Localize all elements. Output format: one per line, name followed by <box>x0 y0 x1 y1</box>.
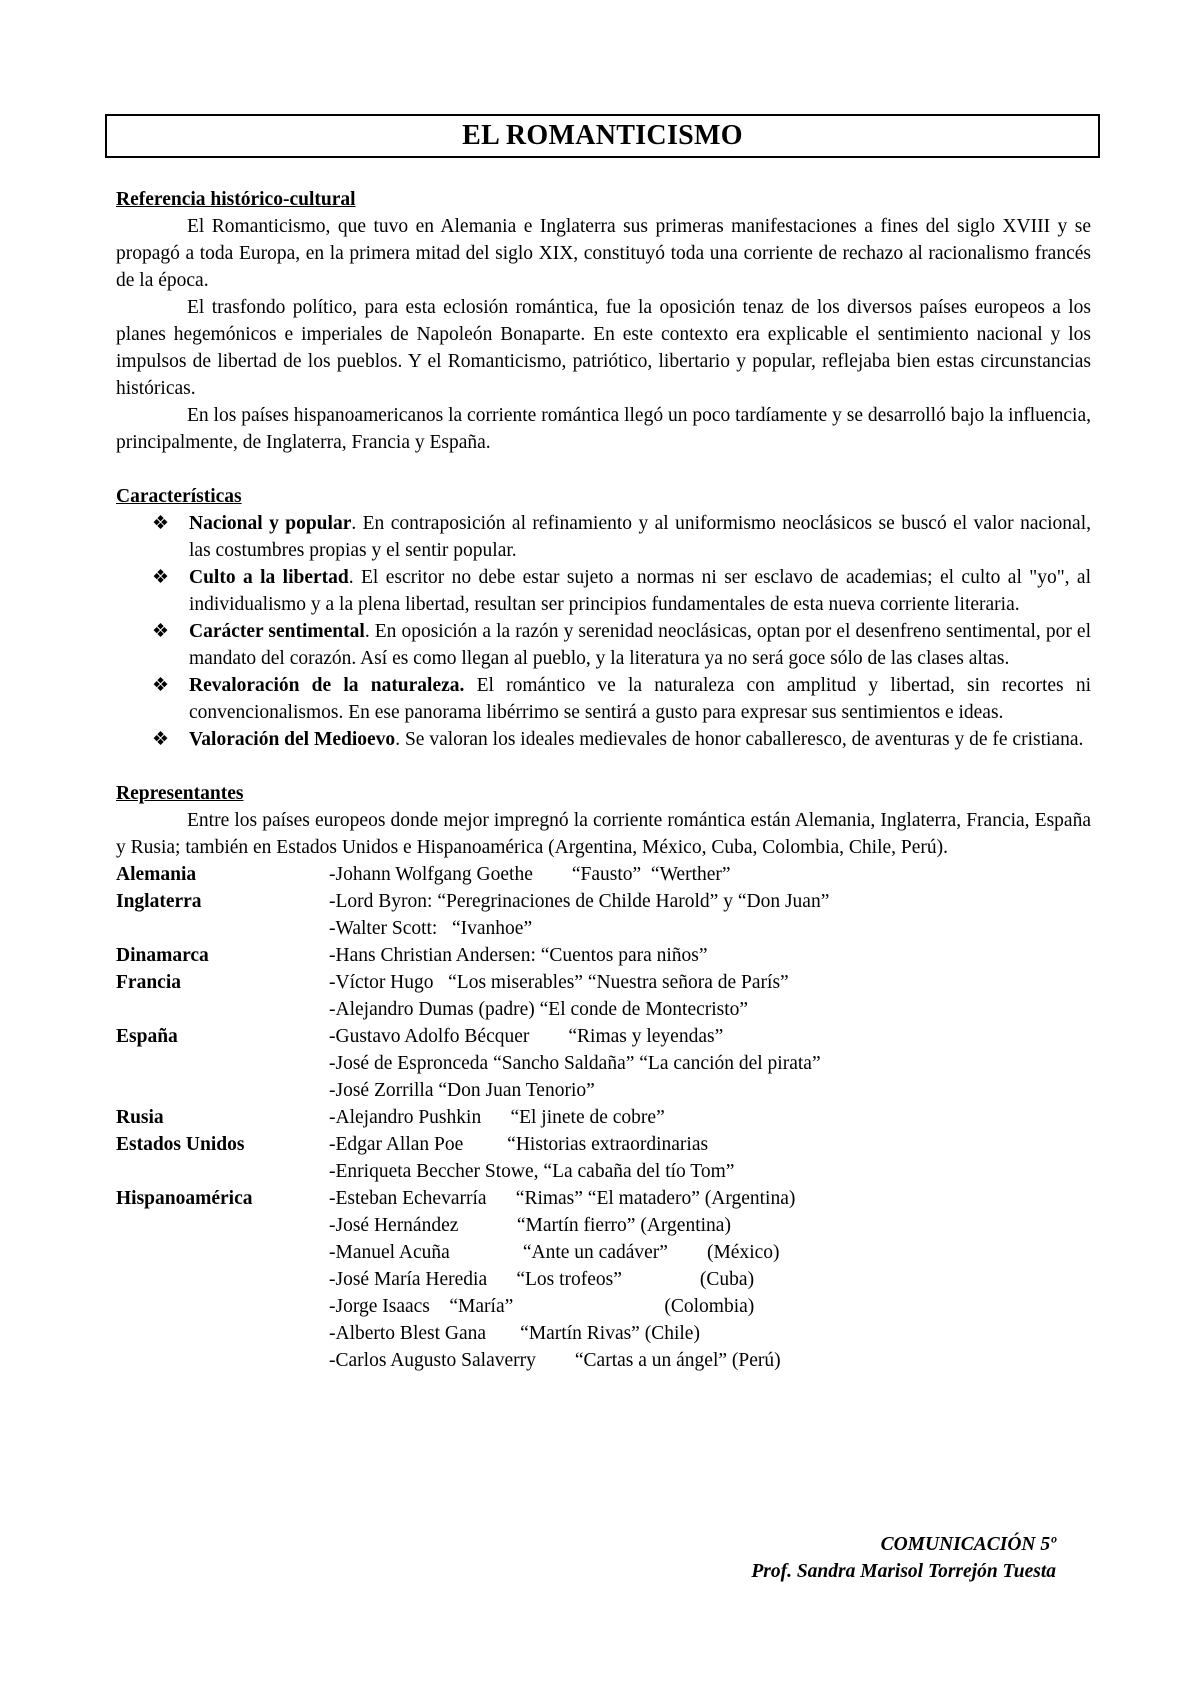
country-label <box>116 1293 329 1320</box>
table-row <box>116 969 1091 996</box>
country-label <box>116 1239 329 1266</box>
author-works: -Johann Wolfgang Goethe “Fausto” “Werther” <box>329 864 731 885</box>
country-label <box>116 1347 329 1374</box>
list-item-term: Revaloración de la naturaleza. <box>189 675 465 696</box>
representantes-intro: Entre los países europeos donde mejor impregnó la corriente romántica están Alemania, Inglaterra, Francia, España y Rusia; también en Estados Unidos e Hispanoamérica (Argentina, México, Cuba, Colombia, Chile, Perú). <box>116 810 1091 858</box>
table-row <box>116 1050 1091 1077</box>
author-works: -Alejandro Dumas (padre) “El conde de Montecristo” <box>329 999 749 1020</box>
list-item-text: . El escritor no debe estar sujeto a normas ni ser esclavo de academias; el culto al "yo", al individualismo y a la plena libertad, resultan ser principios fundamentales de esta nueva corriente literaria. <box>189 567 1091 615</box>
table-row <box>116 996 1091 1023</box>
author-works: -Esteban Echevarría “Rimas” “El matadero” (Argentina) <box>329 1188 796 1209</box>
list-item <box>116 510 1091 564</box>
table-row <box>116 1320 1091 1347</box>
list-item-term: Culto a la libertad <box>189 567 349 588</box>
author-works: -Carlos Augusto Salaverry “Cartas a un ángel” (Perú) <box>329 1350 781 1371</box>
course-label: COMUNICACIÓN 5º <box>880 1534 1056 1555</box>
list-item <box>116 618 1091 672</box>
country-label <box>116 915 329 942</box>
country-label: Dinamarca <box>116 945 209 966</box>
list-item-text: . En oposición a la razón y serenidad neoclásicas, optan por el desenfreno sentimental, por el mandato del corazón. Así es como llegan al pueblo, y la literatura ya no será goce sólo de las clases altas. <box>189 621 1091 669</box>
author-works: -Hans Christian Andersen: “Cuentos para niños” <box>329 945 708 966</box>
table-row <box>116 1212 1091 1239</box>
author-works: -Walter Scott: “Ivanhoe” <box>329 918 533 939</box>
country-label <box>116 996 329 1023</box>
document-body <box>116 186 1091 1374</box>
author-works: -Jorge Isaacs “María” (Colombia) <box>329 1296 755 1317</box>
author-works: -José Zorrilla “Don Juan Tenorio” <box>329 1080 595 1101</box>
caracteristicas-list <box>116 510 1091 753</box>
list-item-term: Carácter sentimental <box>189 621 365 642</box>
table-row <box>116 861 1091 888</box>
author-works: -José Hernández “Martín fierro” (Argentina) <box>329 1215 731 1236</box>
author-works: -Víctor Hugo “Los miserables” “Nuestra señora de París” <box>329 972 789 993</box>
author-works: -Alejandro Pushkin “El jinete de cobre” <box>329 1107 665 1128</box>
spacer <box>116 456 1091 483</box>
table-row <box>116 1023 1091 1050</box>
author-works: -Lord Byron: “Peregrinaciones de Childe Harold” y “Don Juan” <box>329 891 830 912</box>
country-label: Hispanoamérica <box>116 1188 253 1209</box>
heading-caracteristicas: Características <box>116 486 242 507</box>
country-label: Alemania <box>116 864 197 885</box>
table-row <box>116 1239 1091 1266</box>
country-label <box>116 1158 329 1185</box>
signature-block <box>751 1531 1056 1585</box>
table-row <box>116 1131 1091 1158</box>
country-label <box>116 1212 329 1239</box>
country-label: Rusia <box>116 1107 164 1128</box>
heading-representantes: Representantes <box>116 783 244 804</box>
referencia-paragraph-3: En los países hispanoamericanos la corriente romántica llegó un poco tardíamente y se desarrolló bajo la influencia, principalmente, de Inglaterra, Francia y España. <box>116 405 1091 453</box>
diamond-bullet-icon: ❖ <box>152 567 170 588</box>
table-row <box>116 915 1091 942</box>
table-row <box>116 1266 1091 1293</box>
list-item-text: El romántico ve la naturaleza con amplitud y libertad, sin recortes ni convencionalismos. En ese panorama libérrimo se sentirá a gusto para expresar sus sentimientos e ideas. <box>189 675 1091 723</box>
list-item <box>116 564 1091 618</box>
country-label: Estados Unidos <box>116 1134 245 1155</box>
author-works: -José de Espronceda “Sancho Saldaña” “La canción del pirata” <box>329 1053 821 1074</box>
diamond-bullet-icon: ❖ <box>152 621 170 642</box>
diamond-bullet-icon: ❖ <box>152 729 170 750</box>
diamond-bullet-icon: ❖ <box>152 513 170 534</box>
list-item-term: Nacional y popular <box>189 513 352 534</box>
author-works: -Gustavo Adolfo Bécquer “Rimas y leyendas” <box>329 1026 724 1047</box>
referencia-paragraph-1: El Romanticismo, que tuvo en Alemania e Inglaterra sus primeras manifestaciones a fines del siglo XVIII y se propagó a toda Europa, en la primera mitad del siglo XIX, constituyó toda una corriente de rechazo al racionalismo francés de la época. <box>116 216 1091 291</box>
page-title: EL ROMANTICISMO <box>462 120 743 151</box>
list-item <box>116 672 1091 726</box>
country-label: Inglaterra <box>116 891 202 912</box>
heading-referencia: Referencia histórico-cultural <box>116 189 356 210</box>
author-works: -José María Heredia “Los trofeos” (Cuba) <box>329 1269 755 1290</box>
table-row <box>116 1293 1091 1320</box>
table-row <box>116 942 1091 969</box>
referencia-paragraph-2: El trasfondo político, para esta eclosión romántica, fue la oposición tenaz de los diversos países europeos a los planes hegemónicos e imperiales de Napoleón Bonaparte. En este contexto era explicable el sentimiento nacional y los impulsos de libertad de los pueblos. Y el Romanticismo, patriótico, libertario y popular, reflejaba bien estas circunstancias históricas. <box>116 297 1091 399</box>
table-row <box>116 1104 1091 1131</box>
table-row <box>116 1347 1091 1374</box>
representantes-list <box>116 861 1091 1374</box>
country-label <box>116 1050 329 1077</box>
list-item-text: . Se valoran los ideales medievales de honor caballeresco, de aventuras y de fe cristiana. <box>395 729 1084 750</box>
table-row <box>116 1077 1091 1104</box>
country-label <box>116 1077 329 1104</box>
table-row <box>116 888 1091 915</box>
author-works: -Edgar Allan Poe “Historias extraordinarias <box>329 1134 709 1155</box>
country-label: Francia <box>116 972 181 993</box>
table-row <box>116 1158 1091 1185</box>
list-item-text: . En contraposición al refinamiento y al uniformismo neoclásicos se buscó el valor nacional, las costumbres propias y el sentir popular. <box>189 513 1091 561</box>
author-works: -Enriqueta Beccher Stowe, “La cabaña del tío Tom” <box>329 1161 735 1182</box>
table-row <box>116 1185 1091 1212</box>
list-item-term: Valoración del Medioevo <box>189 729 396 750</box>
country-label: España <box>116 1026 178 1047</box>
author-works: -Manuel Acuña “Ante un cadáver” (México) <box>329 1242 780 1263</box>
country-label <box>116 1266 329 1293</box>
diamond-bullet-icon: ❖ <box>152 675 170 696</box>
list-item <box>116 726 1091 753</box>
title-box <box>105 114 1100 158</box>
author-works: -Alberto Blest Gana “Martín Rivas” (Chile) <box>329 1323 700 1344</box>
spacer <box>116 753 1091 780</box>
teacher-name: Prof. Sandra Marisol Torrejón Tuesta <box>751 1561 1056 1582</box>
country-label <box>116 1320 329 1347</box>
